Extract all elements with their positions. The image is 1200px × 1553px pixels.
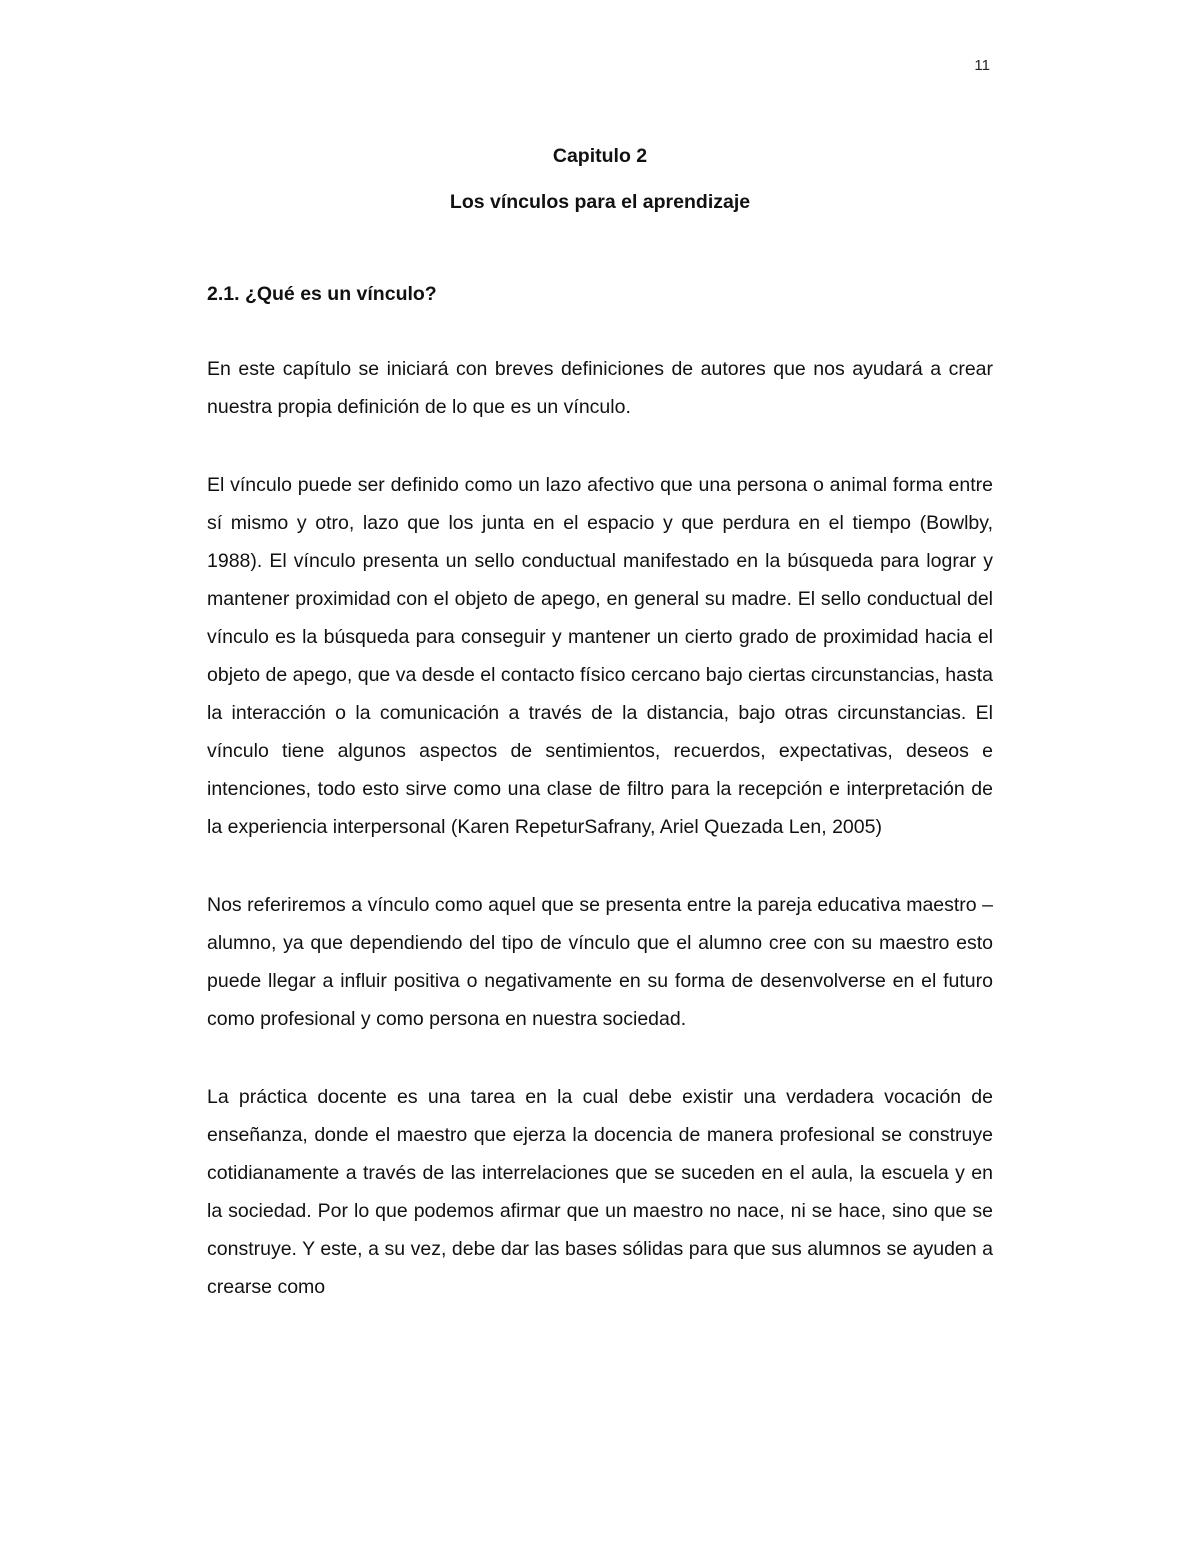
paragraph-intro: En este capítulo se iniciará con breves definiciones de autores que nos ayudará a crear nuestra propia definición de lo que es un vínculo. (207, 358, 993, 418)
chapter-title: Los vínculos para el aprendizaje (449, 191, 751, 213)
page-content (207, 140, 993, 1306)
chapter-label: Capitulo 2 (552, 145, 648, 167)
page-number: 11 (974, 57, 990, 74)
paragraph-teaching-practice: La práctica docente es una tarea en la cual debe existir una verdadera vocación de enseñanza, donde el maestro que ejerza la docencia de manera profesional se construye cotidianamente a través de las interrelaciones que se suceden en el aula, la escuela y en la sociedad. Por lo que podemos afirmar que un maestro no nace, ni se hace, sino que se construye. Y este, a su vez, debe dar las bases sólidas para que sus alumnos se ayuden a crearse como (207, 1086, 993, 1298)
section-heading: 2.1. ¿Qué es un vínculo? (207, 283, 437, 305)
paragraph-definition: El vínculo puede ser definido como un lazo afectivo que una persona o animal forma entre sí mismo y otro, lazo que los junta en el espacio y que perdura en el tiempo (Bowlby, 1988). El vínculo presenta un sello conductual manifestado en la búsqueda para lograr y mantener proximidad con el objeto de apego, en general su madre. El sello conductual del vínculo es la búsqueda para conseguir y mantener un cierto grado de proximidad hacia el objeto de apego, que va desde el contacto físico cercano bajo ciertas circunstancias, hasta la interacción o la comunicación a través de la distancia, bajo otras circunstancias. El vínculo tiene algunos aspectos de sentimientos, recuerdos, expectativas, deseos e intenciones, todo esto sirve como una clase de filtro para la recepción e interpretación de la experiencia interpersonal (Karen RepeturSafrany, Ariel Quezada Len, 2005) (207, 474, 993, 838)
paragraph-teacher-student: Nos referiremos a vínculo como aquel que se presenta entre la pareja educativa maestro – alumno, ya que dependiendo del tipo de vínculo que el alumno cree con su maestro esto puede llegar a influir positiva o negativamente en su forma de desenvolverse en el futuro como profesional y como persona en nuestra sociedad. (207, 894, 993, 1030)
